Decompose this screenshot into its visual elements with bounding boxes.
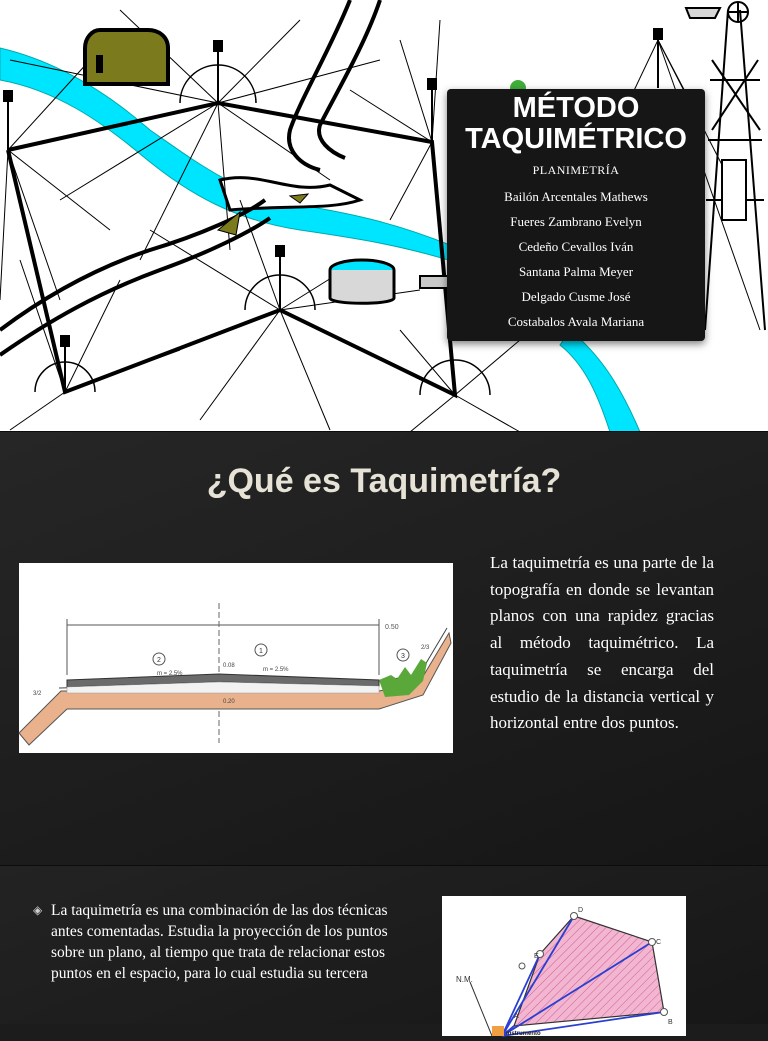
author-name: Delgado Cusme José — [521, 289, 631, 304]
svg-text:A: A — [514, 1013, 519, 1020]
svg-text:1: 1 — [259, 648, 263, 655]
svg-text:m = 2.5%: m = 2.5% — [157, 671, 183, 677]
svg-text:Instrumento: Instrumento — [506, 1031, 541, 1037]
water-tank-icon — [330, 260, 448, 303]
author-name: Bailón Arcentales Mathews — [504, 189, 648, 204]
authors-list — [447, 184, 705, 334]
author-name: Santana Palma Meyer — [518, 264, 634, 279]
title-slide — [0, 0, 768, 432]
svg-text:3/2: 3/2 — [33, 691, 42, 697]
svg-text:N.M.: N.M. — [456, 975, 473, 984]
svg-text:D: D — [578, 907, 584, 914]
svg-text:0.20: 0.20 — [223, 699, 235, 705]
author-name: Fueres Zambrano Evelyn — [510, 214, 642, 229]
radiation-survey-diagram — [442, 896, 686, 1036]
svg-text:m = 2.5%: m = 2.5% — [263, 667, 289, 673]
svg-text:2/3: 2/3 — [421, 645, 430, 651]
road-cross-section-diagram — [19, 563, 453, 753]
title-line-2: TAQUIMÉTRICO — [465, 123, 687, 155]
subtitle: PLANIMETRÍA — [532, 163, 620, 177]
road-cross-section-figure — [19, 563, 453, 753]
title-card — [447, 89, 705, 341]
svg-text:0.50: 0.50 — [385, 624, 399, 631]
author-name: Cedeño Cevallos Iván — [518, 239, 634, 254]
title-line-1: MÉTODO — [512, 92, 640, 124]
svg-text:E: E — [534, 953, 539, 960]
combination-slide — [0, 866, 768, 1037]
diamond-bullet-icon: ◈ — [33, 903, 43, 917]
author-name: Costabalos Avala Mariana — [507, 314, 645, 329]
svg-text:3: 3 — [401, 653, 405, 660]
definition-slide — [0, 432, 768, 866]
radiation-survey-figure — [442, 896, 686, 1036]
house-icon — [85, 30, 168, 84]
definition-paragraph: La taquimetría es una parte de la topografía en donde se levantan planos con una rapidez gracias al método taquimétrico. La taquimetría se encarga del estudio de la distancia vertical y horizontal entre dos puntos. — [490, 553, 714, 733]
svg-text:B: B — [668, 1019, 673, 1026]
bullet-text: La taquimetría es una combinación de las dos técnicas antes comentadas. Estudia la proyección de los puntos sobre un plano, al tiempo que trata de relacionar estos puntos en el espacio, para lo cual estudia su tercera — [51, 902, 388, 982]
svg-text:0.08: 0.08 — [223, 663, 235, 669]
svg-text:C: C — [656, 939, 662, 946]
svg-text:2: 2 — [157, 657, 161, 664]
slide-heading: ¿Qué es Taquimetría? — [206, 462, 562, 500]
